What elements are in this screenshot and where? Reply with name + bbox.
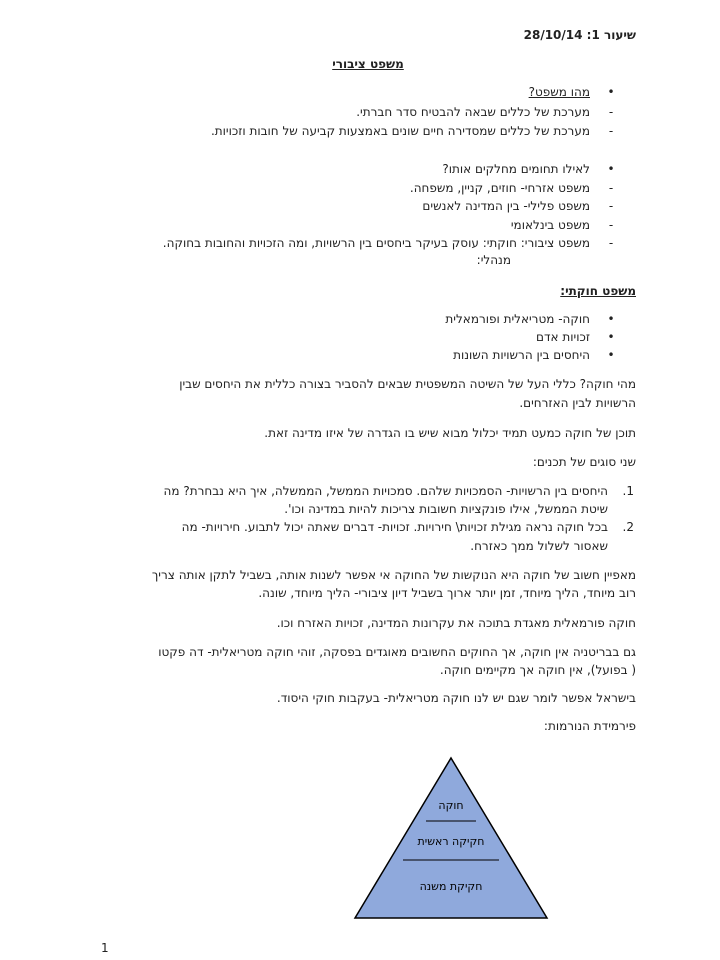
section1-question: מהו משפט? (528, 85, 590, 99)
paragraph-line: הרשויות לבין האזרחים. (519, 396, 636, 410)
paragraph-line: מהי חוקה? כללי העל של השיטה המשפטית שבאים להסביר בצורה כללית את היחסים שבין (179, 377, 636, 391)
numbered-item-line: היחסים בין הרשויות- הסמכויות שלהם. סמכויות הממשל, הממשלה, איך היא נבחרת? מה (163, 484, 608, 498)
page-number: 1 (101, 941, 109, 955)
paragraph-line: חוקה פורמאלית מאגדת בתוכה את עקרונות המדינה, זכויות האזרח וכו. (276, 616, 636, 630)
bullet-marker: • (607, 162, 615, 176)
paragraph-line: ( בפועל), אין חוקה אך מקיימים חוקה. (439, 663, 636, 677)
pyramid-level-label: חוקה (438, 799, 464, 812)
paragraph-line: שני סוגים של תכנים: (532, 455, 636, 469)
dash-marker: - (608, 181, 614, 195)
numbered-item-line: שיטת הממשל, אילו פונקציות חשובות צריכות להיות במדינה וכו'. (284, 502, 608, 516)
lesson-header: שיעור 1: 28/10/14 (523, 28, 636, 42)
constitutional-bullet: זכויות אדם (536, 330, 590, 344)
dash-marker: - (608, 236, 614, 250)
paragraph-line: תוכן של חוקה כמעט תמיד יכלול מבוא שיש בו הגדרה של איזו מדינה זאת. (264, 426, 636, 440)
pyramid-level-label: חקיקת משנה (419, 880, 483, 893)
bullet-marker: • (607, 348, 615, 362)
section2-question: לאילו תחומים מחלקים אותו? (442, 162, 590, 176)
pyramid-level-label: חקיקה ראשית (417, 835, 485, 848)
norms-pyramid (350, 752, 552, 922)
constitutional-heading: משפט חוקתי: (560, 284, 636, 298)
page-title: משפט ציבורי (332, 57, 404, 71)
dash-marker: - (608, 218, 614, 232)
bullet-marker: • (607, 330, 615, 344)
section2-item: משפט ציבורי: חוקתי: עוסק בעיקר ביחסים בין הרשויות, ומה הזכויות והחובות בחוקה. (162, 236, 590, 250)
section1-item: מערכת של כללים שמסדירה חיים שונים באמצעות קביעה של חובות וזכויות. (210, 124, 590, 138)
paragraph-line: בישראל אפשר לומר שגם יש לנו חוקה מטריאלית- בעקבות חוקי היסוד. (276, 691, 636, 705)
paragraph-line: מאפיין חשוב של חוקה היא הנוקשות של החוקה אי אפשר לשנות אותה, בשביל לתקן אותה צריך (151, 568, 636, 582)
section2-continuation: מנהלי: (476, 253, 511, 267)
bullet-marker: • (607, 312, 615, 326)
pyramid-title: פירמידת הנורמות: (543, 719, 636, 733)
section1-item: מערכת של כללים שבאה להבטיח סדר חברתי. (356, 105, 590, 119)
numbered-item-line: שאסור לשלול ממך כאזרח. (470, 539, 608, 553)
paragraph-line: גם בבריטניה אין חוקה, אך החוקים החשובים מאוגדים בפסקה, זוהי חוקה מטריאלית- דה פקטו (158, 645, 636, 659)
constitutional-bullet: היחסים בין הרשויות השונות (453, 348, 590, 362)
list-number: 2. (622, 520, 634, 534)
dash-marker: - (608, 124, 614, 138)
dash-marker: - (608, 105, 614, 119)
numbered-item-line: בכל חוקה נראה מגילת זכויות\ חירויות. זכויות- דברים שאתה יכול לתבוע. חירויות- מה (181, 520, 608, 534)
list-number: 1. (622, 484, 634, 498)
dash-marker: - (608, 199, 614, 213)
section2-item: משפט בינלאומי (510, 218, 590, 232)
bullet-marker: • (607, 85, 615, 99)
paragraph-line: רוב מיוחד, הליך מיוחד, זמן יותר ארוך בשביל דיון ציבורי- הליך מיוחד, שונה. (258, 586, 636, 600)
section2-item: משפט אזרחי- חוזים, קניין, משפחה. (409, 181, 590, 195)
section2-item: משפט פלילי- בין המדינה לאנשים (422, 199, 590, 213)
constitutional-bullet: חוקה- מטריאלית ופורמאלית (445, 312, 590, 326)
